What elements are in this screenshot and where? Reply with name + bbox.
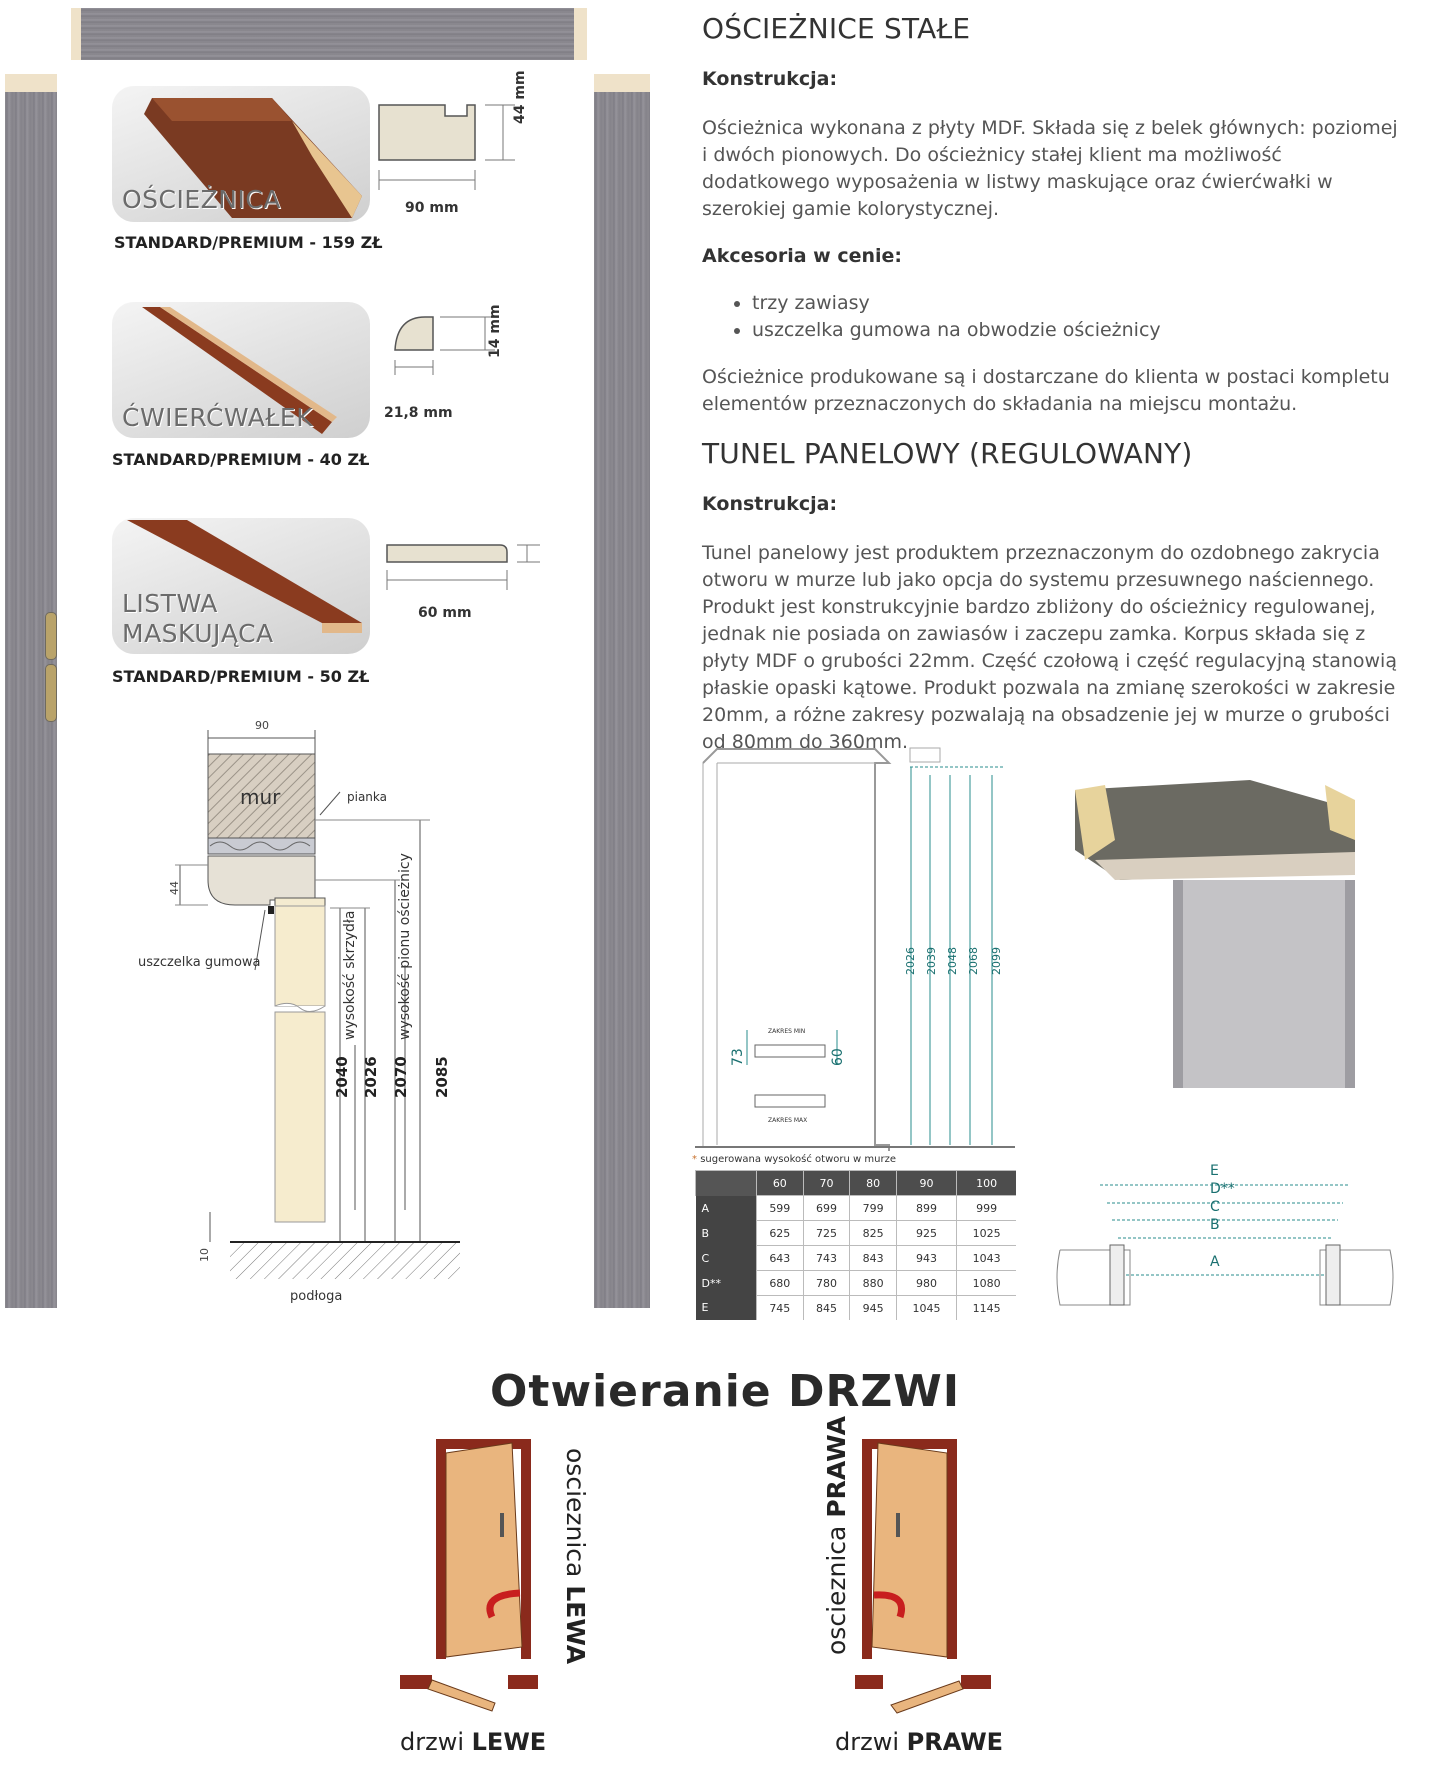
table-cell: 725 xyxy=(803,1221,850,1246)
row-label: E xyxy=(696,1296,757,1321)
right-frame-label-normal: oscieznica xyxy=(822,1517,851,1655)
table-header: 80 xyxy=(850,1171,897,1196)
dim-73: 73 xyxy=(730,1048,746,1066)
right-jamb-cap xyxy=(594,74,650,92)
table-cell: 943 xyxy=(896,1246,956,1271)
frame-width-dim: 90 mm xyxy=(405,200,459,216)
accessory-item: • uszczelka gumowa na obwodzie ościeżnicy xyxy=(752,317,1402,344)
table-cell: 680 xyxy=(757,1271,804,1296)
plan-label-a: A xyxy=(1210,1254,1220,1270)
section2-construction-text: Tunel panelowy jest produktem przeznaczonym do ozdobnego zakrycia otworu w murze lub jako opcja do systemu przesuwnego naściennego. Produkt jest konstrukcyjnie bardzo zbliżony do ościeżnicy regulowanej, jednak nie posiada on zawiasów i zaczepu zamka. Korpus składa się z płyty MDF o grubości 22mm. Część czołową i część regulacyjną stanowią płaskie opaski kątowe. Produkt pozwala na zmianę szerokości w zakresie 20mm, a różne zakresy pozwalają na obsadzenie jej w murze o grubości od 80mm do 360mm. xyxy=(702,542,1397,753)
hinge-1 xyxy=(45,612,57,660)
frame-section-drawing xyxy=(130,720,470,1315)
table-cell: 843 xyxy=(850,1246,897,1271)
table-row xyxy=(696,1221,1017,1246)
product-label-line1: LISTWA xyxy=(122,589,218,618)
table-cell: 1043 xyxy=(957,1246,1016,1271)
frame-dimension-drawing xyxy=(375,90,555,220)
dim-2070: 2070 xyxy=(392,1056,410,1098)
section1-title: OŚCIEŻNICE STAŁE xyxy=(702,12,971,45)
table-header: 70 xyxy=(803,1171,850,1196)
left-jamb-cap xyxy=(5,74,57,92)
tunnel-photo xyxy=(1075,780,1355,1090)
footnote-star: * xyxy=(692,1154,697,1165)
table-cell: 643 xyxy=(757,1246,804,1271)
table-cell: 945 xyxy=(850,1296,897,1321)
delivery-text: Ościeżnice produkowane są i dostarczane do klienta w postaci kompletu elementów przeznaczonych do składania na miejscu montażu. xyxy=(702,366,1390,415)
right-door-plan xyxy=(855,1665,995,1725)
quarter-round-dimension-drawing xyxy=(385,305,525,415)
quarter-round-height-dim: 14 mm xyxy=(487,304,503,358)
table-cell: 825 xyxy=(850,1221,897,1246)
plan-label-e: E xyxy=(1210,1163,1219,1179)
row-label: B xyxy=(696,1221,757,1246)
table-cell: 799 xyxy=(850,1196,897,1221)
table-header: 100 xyxy=(957,1171,1016,1196)
zakres-max-label: ZAKRES MAX xyxy=(768,1117,808,1124)
left-door-caption-bold: LEWE xyxy=(471,1728,547,1756)
left-frame-label-bold: LEWA xyxy=(561,1585,590,1665)
section-dim-44: 44 xyxy=(168,881,181,895)
left-door-caption xyxy=(400,1728,546,1756)
table-cell: 880 xyxy=(850,1271,897,1296)
gasket-label: uszczelka gumowa xyxy=(138,955,261,970)
product-image-trim xyxy=(112,518,370,654)
foam-label: pianka xyxy=(347,790,388,804)
wall-label: mur xyxy=(240,785,281,809)
table-cell: 980 xyxy=(896,1271,956,1296)
left-door-caption-normal: drzwi xyxy=(400,1728,472,1756)
table-cell: 1025 xyxy=(957,1221,1016,1246)
plan-label-d: D** xyxy=(1210,1181,1235,1197)
section2-title: TUNEL PANELOWY (REGULOWANY) xyxy=(702,437,1193,470)
table-cell: 845 xyxy=(803,1296,850,1321)
table-row xyxy=(696,1271,1017,1296)
section2-construction-heading: Konstrukcja: xyxy=(702,493,838,515)
dim-2085: 2085 xyxy=(433,1056,451,1098)
right-door-illustration xyxy=(858,1435,968,1665)
right-door-caption xyxy=(835,1728,1003,1756)
footnote-text: sugerowana wysokość otworu w murze xyxy=(700,1154,896,1165)
accessories-list xyxy=(706,290,1402,344)
accessories-heading: Akcesoria w cenie: xyxy=(702,245,903,267)
quarter-round-price: STANDARD/PREMIUM - 40 ZŁ xyxy=(112,450,370,469)
left-door-plan xyxy=(400,1665,540,1725)
dim-10: 10 xyxy=(198,1248,211,1262)
table-cell: 925 xyxy=(896,1221,956,1246)
right-frame-label-bold: PRAWA xyxy=(822,1416,851,1518)
tunnel-height-2026: 2026 xyxy=(904,947,917,975)
table-header: 60 xyxy=(757,1171,804,1196)
door-opening-title: Otwieranie DRZWI xyxy=(490,1366,961,1417)
tunnel-height-2099: 2099 xyxy=(990,947,1003,975)
table-cell: 699 xyxy=(803,1196,850,1221)
tunnel-height-2039: 2039 xyxy=(925,947,938,975)
dim-2040: 2040 xyxy=(333,1056,351,1098)
left-door-illustration xyxy=(432,1435,542,1665)
left-frame-label-normal: oscieznica xyxy=(561,1448,590,1586)
table-row xyxy=(696,1196,1017,1221)
row-label: A xyxy=(696,1196,757,1221)
sash-height-label: wysokość skrzydła xyxy=(342,910,358,1040)
floor-label: podłoga xyxy=(290,1289,343,1304)
section1-construction-text: Ościeżnica wykonana z płyty MDF. Składa się z belek głównych: poziomej i dwóch pionowych. Do ościeżnicy stałej klient ma możliwość dodatkowego wyposażenia w listwy maskujące oraz ćwierćwałki w szerokiej gamie kolorystycznej. xyxy=(702,117,1398,220)
right-door-caption-bold: PRAWE xyxy=(906,1728,1004,1756)
frame-height-dim: 44 mm xyxy=(512,70,528,124)
plan-label-b: B xyxy=(1210,1217,1220,1233)
right-door-caption-normal: drzwi xyxy=(835,1728,907,1756)
table-cell: 1080 xyxy=(957,1271,1016,1296)
top-beam-cap-right xyxy=(574,8,587,60)
product-label: OŚCIEŻNICA xyxy=(122,185,281,214)
table-header: 90 xyxy=(896,1171,956,1196)
right-frame-vertical-label xyxy=(822,1416,851,1655)
top-beam xyxy=(81,8,574,60)
dim-60: 60 xyxy=(830,1048,846,1066)
section-top-dim: 90 xyxy=(255,719,269,732)
trim-width-dim: 60 mm xyxy=(418,605,472,621)
product-image-quarter-round xyxy=(112,302,370,438)
table-cell: 899 xyxy=(896,1196,956,1221)
row-label: C xyxy=(696,1246,757,1271)
trim-price: STANDARD/PREMIUM - 50 ZŁ xyxy=(112,667,370,686)
table-row xyxy=(696,1296,1017,1321)
right-jamb xyxy=(594,92,650,1308)
hinge-2 xyxy=(45,664,57,722)
table-cell: 999 xyxy=(957,1196,1016,1221)
frame-price: STANDARD/PREMIUM - 159 ZŁ xyxy=(114,233,383,252)
left-frame-vertical-label xyxy=(561,1448,590,1664)
plan-label-c: C xyxy=(1210,1199,1220,1215)
product-label: ĆWIERĆWAŁEK xyxy=(122,403,314,432)
product-image-frame xyxy=(112,86,370,222)
table-cell: 743 xyxy=(803,1246,850,1271)
table-corner xyxy=(696,1171,757,1196)
row-label: D** xyxy=(696,1271,757,1296)
table-cell: 1045 xyxy=(896,1296,956,1321)
product-label-line2: MASKUJĄCA xyxy=(122,619,274,648)
table-cell: 1145 xyxy=(957,1296,1016,1321)
accessory-item: • trzy zawiasy xyxy=(752,290,1402,317)
tunnel-height-2068: 2068 xyxy=(967,947,980,975)
jamb-height-label: wysokość pionu ościeżnicy xyxy=(397,853,413,1040)
tunnel-height-2048: 2048 xyxy=(946,947,959,975)
size-table xyxy=(695,1170,1016,1320)
table-cell: 745 xyxy=(757,1296,804,1321)
table-cell: 599 xyxy=(757,1196,804,1221)
top-beam-cap-left xyxy=(71,8,81,60)
table-row xyxy=(696,1246,1017,1271)
section1-construction-heading: Konstrukcja: xyxy=(702,68,838,90)
zakres-min-label: ZAKRES MIN xyxy=(768,1028,806,1035)
dim-2026: 2026 xyxy=(362,1056,380,1098)
footnote xyxy=(692,1154,896,1165)
quarter-round-width-dim: 21,8 mm xyxy=(384,405,453,421)
table-cell: 625 xyxy=(757,1221,804,1246)
table-cell: 780 xyxy=(803,1271,850,1296)
